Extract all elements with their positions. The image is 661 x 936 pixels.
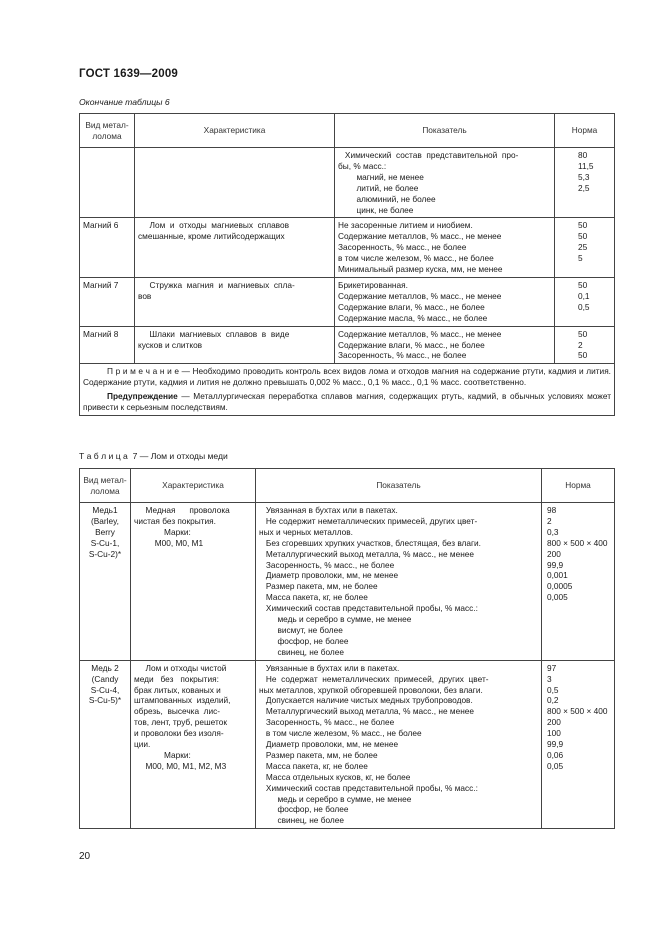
characteristic: Лом и отходы чистой меди без покрытия: брак литых, кованых и штампованных изделий, обрезь, высечка лис- тов, лент, труб, решеток и проволоки без изоля- ции. Марки: М00, М0, М1, М2, М3 <box>134 662 231 771</box>
indicator-line: ных металлов, хрупкой обгоревшей проволоки, без влаги. <box>259 684 483 695</box>
scrap-type: Магний 6 <box>83 220 119 231</box>
table-row <box>80 326 615 364</box>
indicator-line: висмут, не более <box>259 624 343 635</box>
indicator-line: ных и черных металлов. <box>259 526 353 537</box>
indicator-line: медь и серебро в сумме, не менее <box>259 614 412 625</box>
indicator-line: в том числе железом, % масс., не более <box>338 253 494 264</box>
norm-value: 2 <box>578 339 583 350</box>
norm-value: 800 × 500 × 400 <box>547 706 608 717</box>
scrap-type: Магний 8 <box>83 328 119 339</box>
indicator-line: Масса пакета, кг, не более <box>259 760 368 771</box>
indicator-line: Содержание металлов, % масс., не менее <box>338 231 502 242</box>
table6-note-row <box>80 364 615 416</box>
scrap-type-cell <box>80 660 131 829</box>
norm-value: 100 <box>547 728 561 739</box>
characteristic-cell <box>131 660 256 829</box>
scrap-type: Медь 2 (Candy S-Cu-4, S-Cu-5)* <box>88 662 122 706</box>
indicator-line: магний, не менее <box>338 171 424 182</box>
norm-cell <box>542 503 615 661</box>
indicator-line: свинец, не более <box>259 646 344 657</box>
table6-note-cell <box>80 364 615 416</box>
scrap-type-cell <box>80 326 135 364</box>
col-header-norm: Норма <box>555 114 615 148</box>
table6-warning <box>83 391 611 413</box>
table-row <box>80 503 615 661</box>
indicator-line: Брикетированная. <box>338 279 408 290</box>
table-row <box>80 218 615 278</box>
norm-cell <box>555 277 615 326</box>
norm-cell <box>542 660 615 829</box>
indicator-line: Содержание металлов, % масс., не менее <box>338 290 502 301</box>
norm-value: 50 <box>578 279 588 290</box>
table6-header-row <box>80 114 615 148</box>
characteristic: Медная проволока чистая без покрытия. Марки: М00, М0, М1 <box>134 505 230 548</box>
norm-value: 2 <box>547 515 552 526</box>
scrap-type-cell <box>80 277 135 326</box>
characteristic-cell <box>135 326 335 364</box>
norm-value: 800 × 500 × 400 <box>547 537 608 548</box>
norm-cell <box>555 326 615 364</box>
norm-value: 0,1 <box>578 290 590 301</box>
indicator-line: свинец, не более <box>259 815 344 826</box>
scrap-type: Магний 7 <box>83 279 119 290</box>
table6 <box>79 113 615 416</box>
norm-value: 50 <box>578 231 588 242</box>
norm-value: 99,9 <box>547 559 564 570</box>
indicator-line: литий, не более <box>338 182 419 193</box>
indicator-line: Не содержит неметаллических примесей, других цвет- <box>259 515 478 526</box>
norm-value: 98 <box>547 505 557 515</box>
indicator-line: Диаметр проволоки, мм, не менее <box>259 570 399 581</box>
table7 <box>79 468 615 829</box>
norm-value: 0,001 <box>547 570 568 581</box>
characteristic-cell <box>135 277 335 326</box>
indicator-line: алюминий, не более <box>338 193 436 204</box>
norm-value: 50 <box>578 220 588 231</box>
col-header-char: Характеристика <box>135 114 335 148</box>
norm-value: 80 <box>578 150 588 160</box>
characteristic: Стружка магния и магниевых спла- вов <box>138 279 295 301</box>
norm-value: 5 <box>578 253 583 264</box>
table7-caption: Т а б л и ц а 7 — Лом и отходы меди <box>79 451 228 461</box>
norm-value: 0,5 <box>578 301 590 312</box>
indicator-line: Металлургический выход металла, % масс., не менее <box>259 706 475 717</box>
indicator-line: Химический состав представительной пробы, % масс.: <box>259 782 478 793</box>
norm-value: 0,0005 <box>547 581 573 592</box>
indicator-line: Содержание масла, % масс., не более <box>338 312 488 323</box>
norm-value: 0,005 <box>547 592 568 603</box>
norm-value: 11,5 <box>578 160 594 171</box>
indicator-line: фосфор, не более <box>259 804 349 815</box>
table6-caption: Окончание таблицы 6 <box>79 97 170 107</box>
characteristic-cell <box>131 503 256 661</box>
indicator-line: Масса отдельных кусков, кг, не более <box>259 771 411 782</box>
norm-value: 0,3 <box>547 526 559 537</box>
indicator-line: Металлургический выход металла, % масс., не менее <box>259 548 475 559</box>
indicator-line: Диаметр проволоки, мм, не менее <box>259 739 399 750</box>
indicator-line: фосфор, не более <box>259 635 349 646</box>
norm-value: 25 <box>578 242 588 253</box>
norm-value: 0,2 <box>547 695 559 706</box>
norm-cell <box>555 148 615 218</box>
col-header-type: Вид метал- лолома <box>80 469 131 503</box>
indicator-cell <box>256 660 542 829</box>
col-header-indicator: Показатель <box>335 114 555 148</box>
norm-value: 50 <box>578 328 588 339</box>
indicator-cell <box>335 326 555 364</box>
table-row <box>80 660 615 829</box>
norm-value: 200 <box>547 548 561 559</box>
scrap-type-cell <box>80 218 135 278</box>
document-header: ГОСТ 1639—2009 <box>79 68 179 80</box>
norm-value: 5,3 <box>578 171 590 182</box>
page-number: 20 <box>79 851 91 862</box>
indicator-line: Химический состав представительной пробы, % масс.: <box>259 603 478 614</box>
indicator-line: в том числе железом, % масс., не более <box>259 728 422 739</box>
col-header-type: Вид метал- лолома <box>80 114 135 148</box>
indicator-line: Без сгоревших хрупких участков, блестящая, без влаги. <box>259 537 481 548</box>
indicator-line: Засоренность, % масс., не более <box>259 717 395 728</box>
warning-label: Предупреждение <box>107 391 178 402</box>
indicator-line: Засоренность, % масс., не более <box>338 350 467 361</box>
indicator-line: Химический состав представительной про- <box>338 150 519 160</box>
norm-value: 0,05 <box>547 760 564 771</box>
table6-note: П р и м е ч а н и е — Необходимо проводить контроль всех видов лома и отходов магния на содержание ртути, кадмия и лития. Содержание ртути, кадмия и лития не должно превышать 0,002 % масс., 0,1 % масс., 0,1 % масс. соответственно. <box>83 366 611 388</box>
indicator-line: цинк, не более <box>338 204 414 215</box>
table7-header-row <box>80 469 615 503</box>
indicator-line: Масса пакета, кг, не более <box>259 592 368 603</box>
table-row <box>80 277 615 326</box>
table-row <box>80 148 615 218</box>
characteristic: Лом и отходы магниевых сплавов смешанные, кроме литийсодержащих <box>138 220 290 242</box>
norm-value: 2,5 <box>578 182 590 193</box>
indicator-line: Содержание влаги, % масс., не более <box>338 301 485 312</box>
indicator-line: Размер пакета, мм, не более <box>259 581 378 592</box>
warning-text: — Металлургическая переработка сплавов магния, содержащих ртуть, кадмий, в обычных условиях может привести к серьезным последствиям. <box>83 391 611 413</box>
norm-value: 50 <box>578 350 588 361</box>
norm-cell <box>555 218 615 278</box>
indicator-line: Не засоренные литием и ниобием. <box>338 220 473 231</box>
indicator-cell <box>335 277 555 326</box>
characteristic-cell <box>135 218 335 278</box>
col-header-norm: Норма <box>542 469 615 503</box>
col-header-char: Характеристика <box>131 469 256 503</box>
norm-value: 0,06 <box>547 749 564 760</box>
scrap-type-cell <box>80 148 135 218</box>
indicator-line: Увязанная в бухтах или в пакетах. <box>259 505 398 515</box>
characteristic: Шлаки магниевых сплавов в виде кусков и слитков <box>138 328 290 350</box>
indicator-cell <box>335 148 555 218</box>
indicator-line: Допускается наличие чистых медных трубопроводов. <box>259 695 473 706</box>
scrap-type-cell <box>80 503 131 661</box>
indicator-line: Минимальный размер куска, мм, не менее <box>338 264 503 275</box>
indicator-line: Засоренность, % масс., не более <box>259 559 395 570</box>
scrap-type: Медь1 (Barley, Berry S-Cu-1, S-Cu-2)* <box>88 505 122 559</box>
norm-value: 99,9 <box>547 739 564 750</box>
indicator-line: Содержание металлов, % масс., не менее <box>338 328 502 339</box>
indicator-line: Увязанные в бухтах или в пакетах. <box>259 662 400 673</box>
indicator-cell <box>256 503 542 661</box>
characteristic-cell <box>135 148 335 218</box>
norm-value: 3 <box>547 673 552 684</box>
norm-value: 200 <box>547 717 561 728</box>
norm-value: 0,5 <box>547 684 559 695</box>
col-header-indicator: Показатель <box>256 469 542 503</box>
norm-value: 97 <box>547 662 557 673</box>
indicator-line: Засоренность, % масс., не более <box>338 242 467 253</box>
indicator-line: бы, % масс.: <box>338 160 387 171</box>
indicator-line: Не содержат неметаллических примесей, других цвет- <box>259 673 489 684</box>
indicator-cell <box>335 218 555 278</box>
indicator-line: медь и серебро в сумме, не менее <box>259 793 412 804</box>
indicator-line: Размер пакета, мм, не более <box>259 749 378 760</box>
indicator-line: Содержание влаги, % масс., не более <box>338 339 485 350</box>
